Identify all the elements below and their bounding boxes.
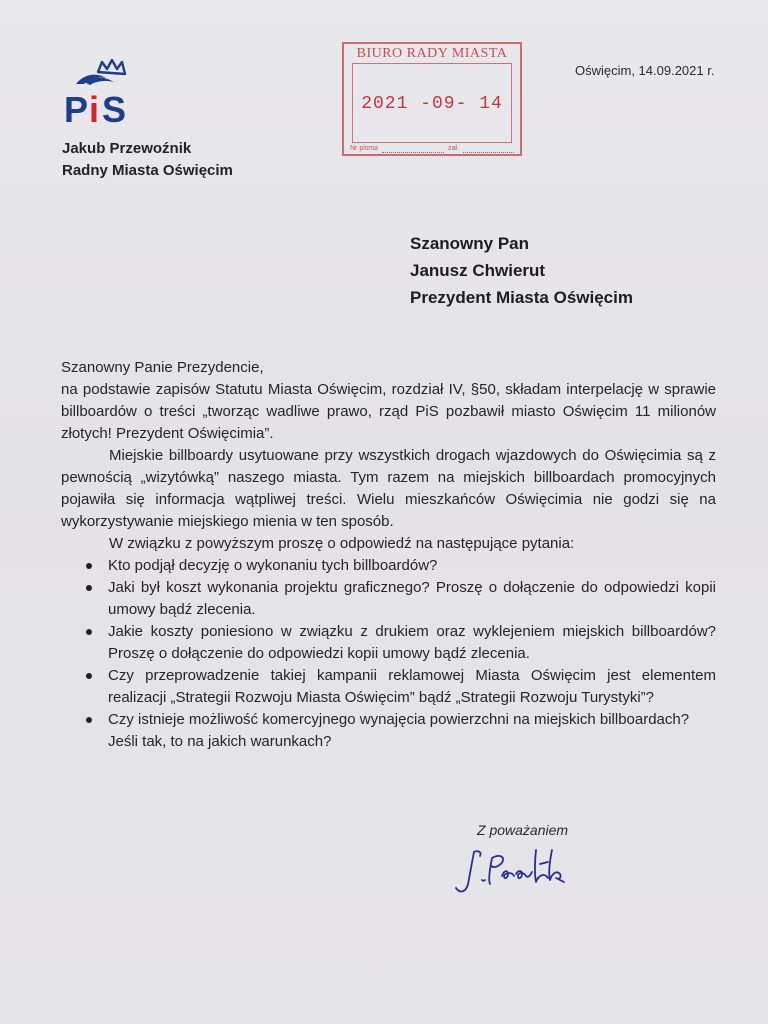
bullet-icon [86, 563, 92, 569]
paragraph-billboards: Miejskie billboardy usytuowane przy wszystkich drogach wjazdowych do Oświęcimia są z pewnością „wizytówką” naszego miasta. Tym razem na miejskich billboardach promocyjnych pojawiła się informacja wątpliwej treści. Wielu mieszkańców Oświęcimia nie godzi się na wykorzystywanie miejskiego mienia w ten sposób. [61, 447, 716, 530]
salutation: Szanowny Panie Prezydencie, [61, 359, 264, 376]
list-item [61, 709, 716, 753]
question-text: Czy przeprowadzenie takiej kampanii reklamowej Miasta Oświęcim jest elementem realizacji „Strategii Rozwoju Miasta Oświęcim” bądź „Strategii Rozwoju Turystyki”? [108, 667, 716, 706]
addressee-name: Janusz Chwierut [410, 261, 546, 280]
questions-list [61, 555, 716, 753]
stamp-title: BIURO RADY MIASTA [356, 46, 508, 61]
addressee-line1: Szanowny Pan [410, 234, 530, 253]
svg-text:i: i [89, 89, 100, 130]
list-item [61, 621, 716, 665]
bullet-icon [86, 629, 92, 635]
paragraph-intro: na podstawie zapisów Statutu Miasta Oświęcim, rozdział IV, §50, składam interpelację w sprawie billboardów o treści „tworząc wadliwe prawo, rząd PiS pozbawił miasto Oświęcim 11 milionów złotych! Prezydent Oświęcimia”. [61, 381, 716, 442]
party-logo-icon [62, 52, 142, 130]
addressee-block [410, 230, 633, 311]
party-logo [62, 52, 142, 130]
svg-text:P: P [64, 89, 89, 130]
closing-text: Z poważaniem [477, 822, 569, 838]
bullet-icon [86, 717, 92, 723]
list-item [61, 577, 716, 621]
list-item [61, 555, 716, 577]
stamp-nr-label: Nr pisma [350, 145, 379, 152]
bullet-icon [86, 585, 92, 591]
question-text: Czy istnieje możliwość komercyjnego wynajęcia powierzchni na miejskich billboardach? Jeśli tak, to na jakich warunkach? [108, 711, 690, 750]
question-text: Kto podjął decyzję o wykonaniu tych billboardów? [108, 557, 438, 574]
bullet-icon [86, 673, 92, 679]
stamp-nr-line [382, 145, 444, 153]
letter-date: Oświęcim, 14.09.2021 r. [575, 63, 715, 78]
author-title: Radny Miasta Oświęcim [62, 162, 233, 179]
signature-icon [452, 840, 582, 900]
svg-text:S: S [102, 89, 127, 130]
list-item [61, 665, 716, 709]
author-name: Jakub Przewoźnik [62, 140, 192, 157]
registry-stamp [342, 42, 522, 156]
stamp-footer [350, 145, 514, 153]
question-text: Jaki był koszt wykonania projektu graficznego? Proszę o dołączenie do odpowiedzi kopii umowy bądź zlecenia. [108, 579, 716, 618]
stamp-inner-box [352, 63, 512, 143]
letter-body [61, 357, 716, 753]
stamp-date: 2021 -09- 14 [361, 94, 503, 114]
stamp-zal-label: zał. [448, 145, 459, 152]
stamp-zal-line [463, 145, 514, 153]
author-block [62, 138, 233, 182]
handwritten-signature [452, 840, 582, 900]
question-text: Jakie koszty poniesiono w związku z drukiem oraz wyklejeniem miejskich billboardów? Proszę o dołączenie do odpowiedzi kopii umowy bądź zlecenia. [108, 623, 716, 662]
paragraph-questions-intro: W związku z powyższym proszę o odpowiedź na następujące pytania: [109, 535, 575, 552]
addressee-title: Prezydent Miasta Oświęcim [410, 288, 633, 307]
